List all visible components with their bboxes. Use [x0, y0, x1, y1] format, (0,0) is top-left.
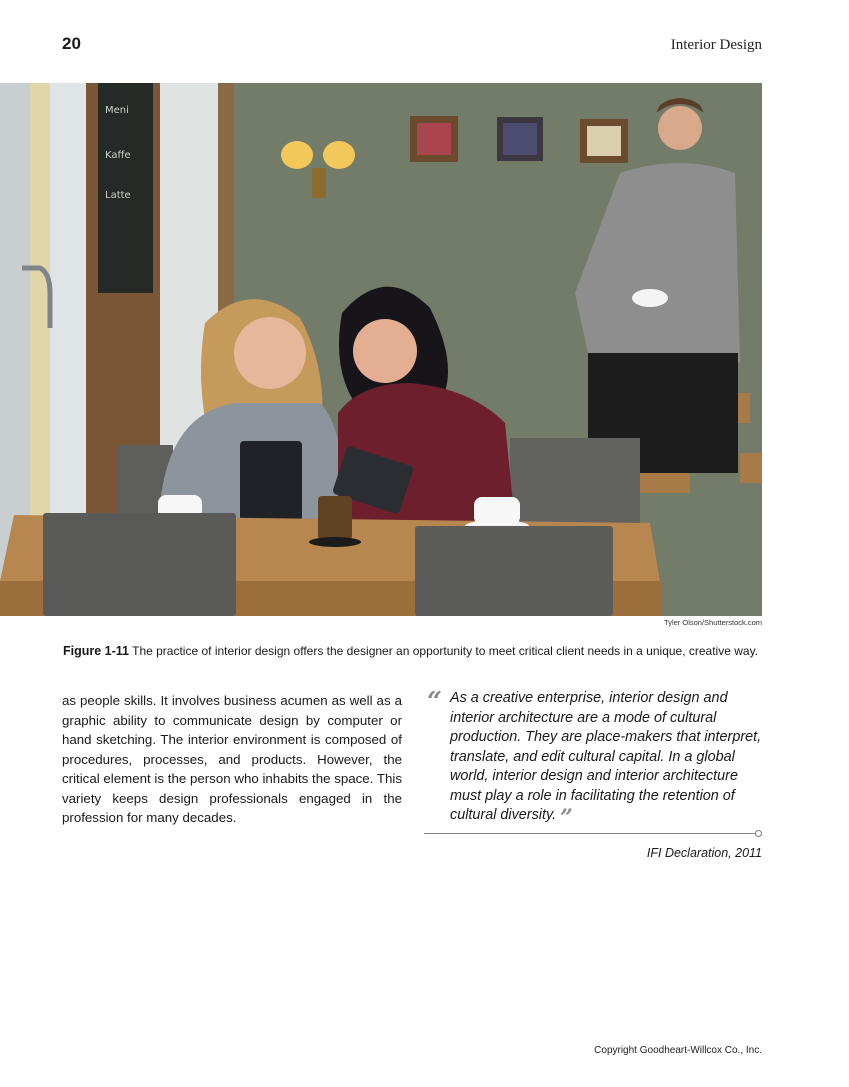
running-head: Interior Design — [670, 37, 762, 53]
open-quote-mark: “ — [427, 687, 442, 717]
pull-quote — [424, 687, 762, 860]
quote-divider-dot — [755, 830, 762, 837]
body-paragraph: as people skills. It involves business acumen as well as a graphic ability to communicate design by computer or hand sketching. The interior environment is composed of procedures, processes, and products. However, the critical element is the person who inhabits the space. This variety keeps design professionals engaged in the profession for many decades. — [62, 693, 402, 825]
svg-text:Kaffe: Kaffe — [105, 150, 131, 161]
svg-text:Meni: Meni — [105, 105, 129, 116]
figure-caption-text: The practice of interior design offers the designer an opportunity to meet critical client needs in a unique, creative way. — [129, 644, 759, 658]
figure-photo — [0, 83, 762, 616]
photo-credit: Tyler Olson/Shutterstock.com — [664, 618, 762, 627]
figure-caption — [63, 644, 783, 659]
copyright-notice: Copyright Goodheart-Willcox Co., Inc. — [594, 1045, 762, 1056]
close-quote-mark: ” — [560, 805, 573, 831]
figure-label: Figure 1-11 — [63, 644, 129, 658]
page-number: 20 — [62, 34, 81, 53]
quote-text-block — [450, 689, 762, 831]
quote-divider — [424, 833, 757, 834]
quote-attribution: IFI Declaration, 2011 — [646, 846, 762, 860]
svg-text:Latte: Latte — [105, 190, 131, 201]
quote-text: As a creative enterprise, interior design and interior architecture are a mode of cultural production. They are place-makers that interpret, translate, and edit cultural capital. In a global world, interior design and interior architecture must play a role in facilitating the retention of cultural diversity. — [450, 690, 762, 823]
cafe-scene-illustration — [0, 83, 762, 616]
